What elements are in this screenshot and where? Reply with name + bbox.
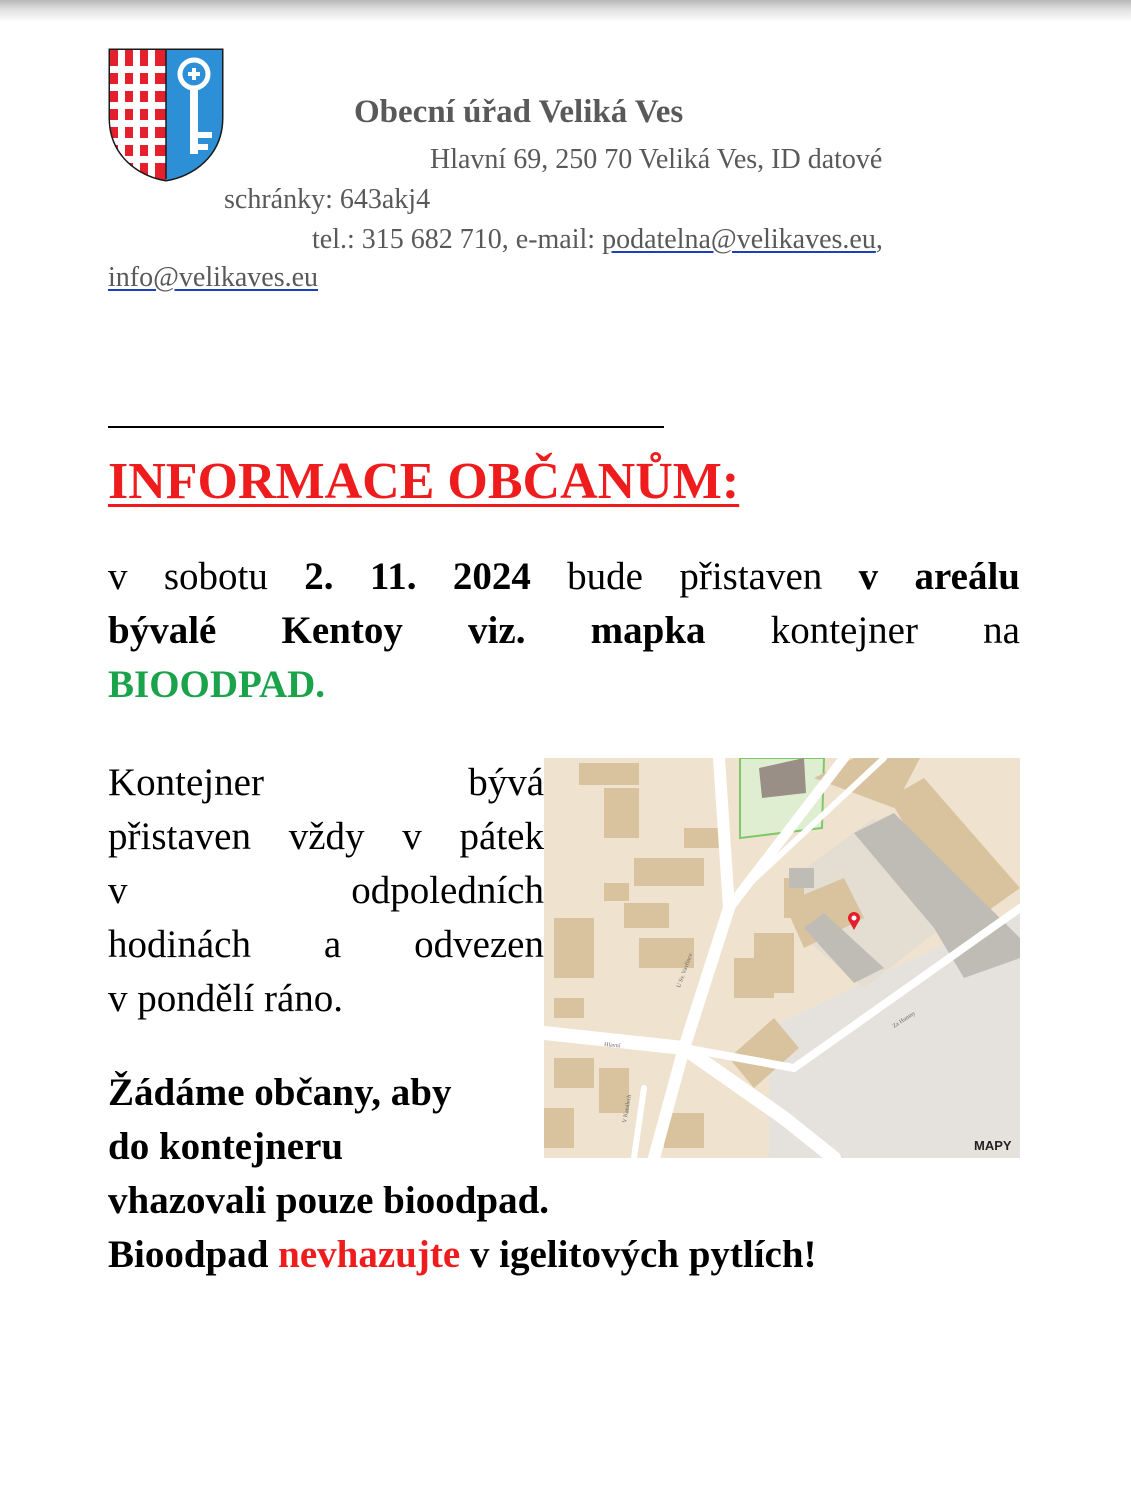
- word: v: [108, 869, 128, 912]
- schedule-line-1: [108, 760, 544, 812]
- schedule-line-2: [108, 814, 544, 866]
- office-name: Obecní úřad Veliká Ves: [354, 94, 684, 130]
- word: a: [323, 923, 342, 966]
- word: bude: [567, 555, 643, 598]
- word: bývá: [468, 761, 544, 804]
- mapy-logo: MAPY: [974, 1138, 1012, 1153]
- request-line-3: vhazovali pouze bioodpad.: [108, 1179, 550, 1222]
- word-bold: v: [858, 555, 879, 598]
- request-line-1: Žádáme občany, aby: [108, 1071, 452, 1114]
- email-info-line: [108, 262, 318, 294]
- viewer-top-shadow: [0, 0, 1131, 22]
- divider-line: [108, 426, 664, 428]
- schedule-line-3: [108, 868, 544, 920]
- word: hodinách: [108, 923, 251, 966]
- headline: INFORMACE OBČANŮM:: [108, 453, 740, 510]
- word-bold: bývalé: [108, 609, 217, 652]
- address-line-2: schránky: 643akj4: [224, 184, 431, 215]
- word: odvezen: [414, 923, 544, 966]
- map-street-v-kanalech: V Kanálech: [622, 1094, 633, 1124]
- word: přistaven: [108, 815, 251, 858]
- notice-line-1: [108, 554, 1020, 606]
- coat-of-arms-icon: [108, 48, 224, 182]
- word: Bioodpad: [108, 1233, 279, 1276]
- word: odpoledních: [351, 869, 544, 912]
- notice-line-3: [108, 662, 1020, 714]
- date-month: 11.: [369, 555, 417, 598]
- map-street-u-sv-vavrince: U Sv. Vavřince: [676, 952, 695, 989]
- word: přistaven: [679, 555, 823, 598]
- word: sobotu: [163, 555, 268, 598]
- request-line-4: [108, 1232, 817, 1277]
- contact-prefix: tel.: 315 682 710, e-mail:: [312, 224, 603, 255]
- comma: ,: [875, 224, 883, 255]
- map-street-za-humny: Za Humny: [891, 1010, 917, 1030]
- word: kontejner: [770, 609, 918, 652]
- word: pátek: [459, 815, 544, 858]
- address-line-1: Hlavní 69, 250 70 Veliká Ves, ID datové: [430, 144, 883, 175]
- notice-line-2: [108, 608, 1020, 660]
- word: v: [402, 815, 422, 858]
- contact-line: [312, 224, 883, 256]
- word: na: [983, 609, 1020, 652]
- schedule-line-5: [108, 976, 544, 1028]
- word: v pondělí ráno.: [108, 977, 344, 1020]
- word: v igelitových pytlích!: [460, 1233, 817, 1276]
- date-day: 2.: [304, 555, 334, 598]
- email-podatelna-link[interactable]: podatelna@velikaves.eu: [602, 224, 876, 255]
- word-bold: areálu: [914, 555, 1020, 598]
- word: v: [108, 555, 128, 598]
- word-bold: Kentoy: [281, 609, 403, 652]
- word-bold: mapka: [590, 609, 706, 652]
- word-bold: viz.: [468, 609, 526, 652]
- word: vždy: [288, 815, 365, 858]
- request-line-2: do kontejneru: [108, 1125, 344, 1168]
- word: Kontejner: [108, 761, 264, 804]
- bioodpad-label: BIOODPAD.: [108, 663, 326, 706]
- nevhazujte-warning: nevhazujte: [278, 1233, 461, 1276]
- date-year: 2024: [452, 555, 531, 598]
- schedule-line-4: [108, 922, 544, 974]
- map-street-hlavni: Hlavní: [603, 1042, 621, 1050]
- email-info-link[interactable]: info@velikaves.eu: [108, 262, 319, 293]
- location-map: [544, 758, 1020, 1158]
